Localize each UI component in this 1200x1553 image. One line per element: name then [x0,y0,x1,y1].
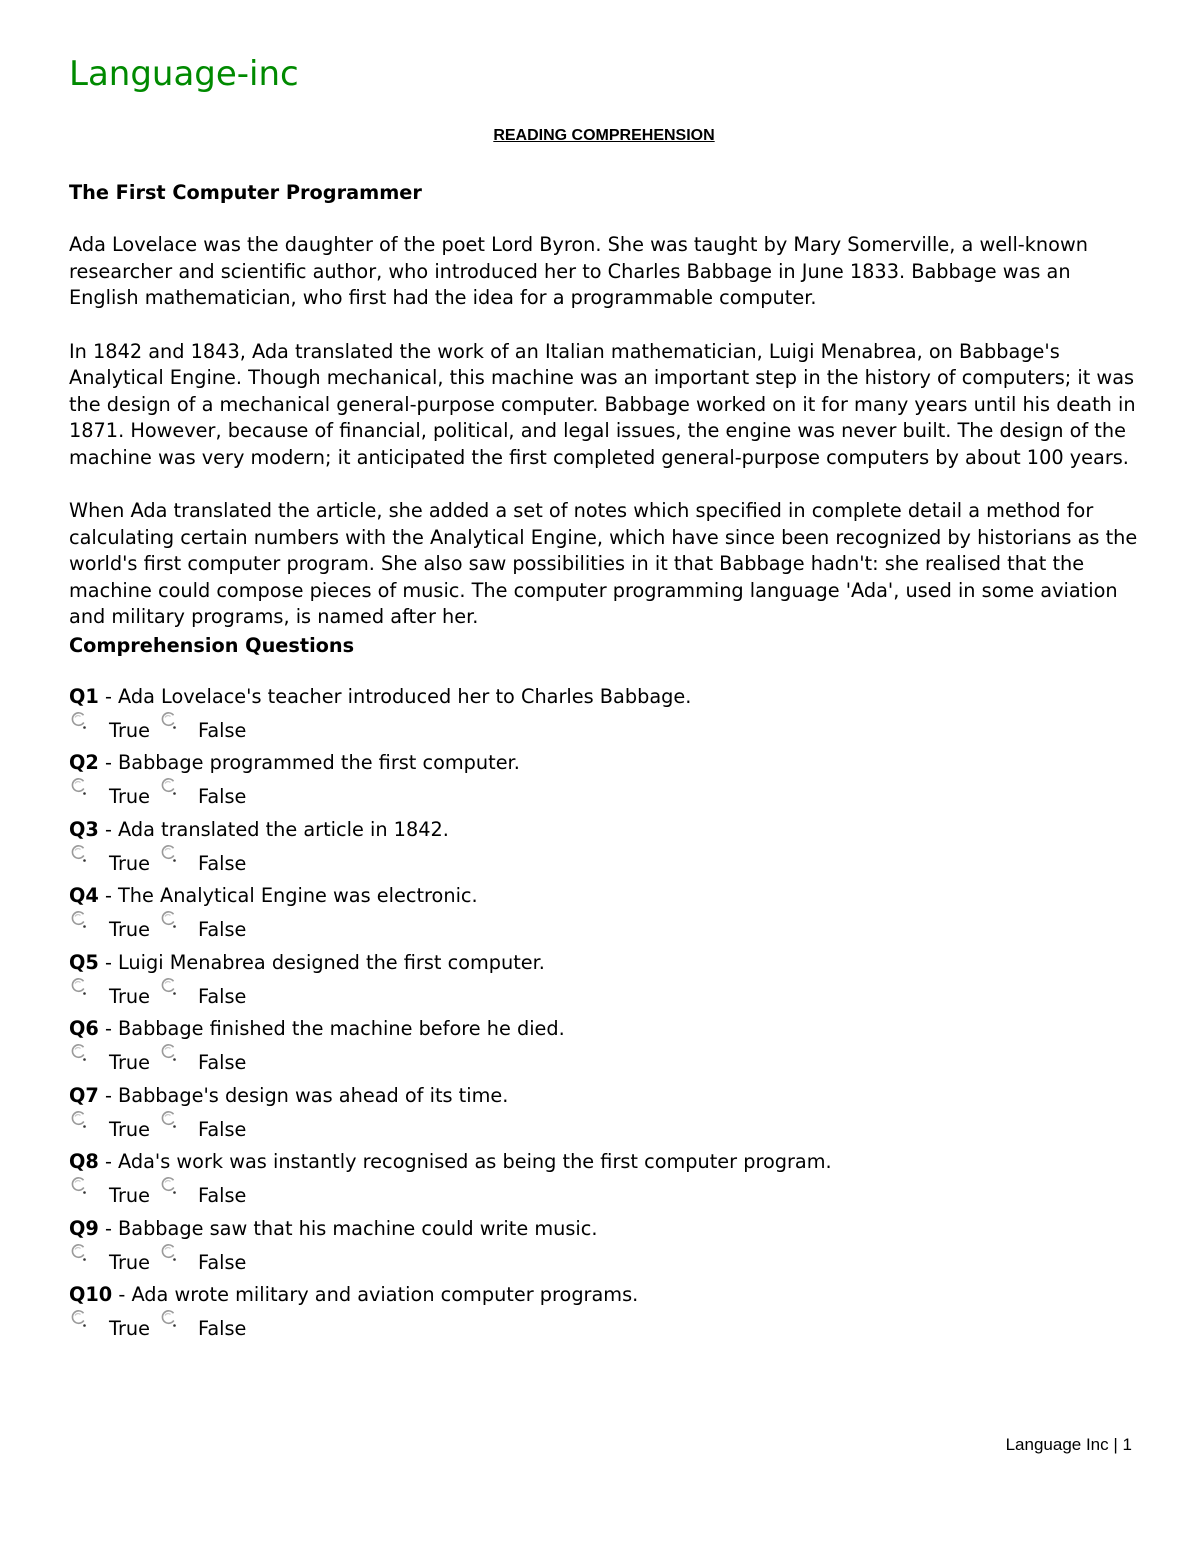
question-statement: - Ada wrote military and aviation computer programs. [112,1283,639,1306]
question-statement: - Ada Lovelace's teacher introduced her to Charles Babbage. [98,684,692,708]
question-text [69,817,449,844]
question-statement: - Babbage programmed the first computer. [98,751,520,774]
question-item [69,1149,1144,1216]
false-radio-button[interactable] [159,1242,179,1264]
true-option-label: True [109,851,150,875]
paragraph-2: In 1842 and 1843, Ada translated the work of an Italian mathematician, Luigi Menabrea, on Babbage's Analytical Engine. Though mechanical, this machine was an important step in the history of computers; it was the design of a mechanical general-purpose computer. Babbage worked on it for many years until his death in 1871. However, because of financial, political, and legal issues, the engine was never built. The design of the machine was very modern; it anticipated the first completed general-purpose computers by about 100 years. [69,339,1136,469]
question-item [69,1216,1144,1283]
false-radio-button[interactable] [159,710,179,732]
question-text [69,1083,508,1110]
true-option-label: True [109,1117,150,1141]
question-text [69,1016,565,1043]
true-option-label: True [109,1184,150,1207]
false-radio-button[interactable] [159,843,179,865]
true-radio-button[interactable] [69,776,89,798]
question-text [69,750,520,777]
question-item [69,883,1144,950]
true-radio-button[interactable] [69,1109,89,1131]
question-text [69,1282,638,1309]
footer-separator: | [1113,1435,1118,1454]
false-radio-button[interactable] [159,1308,179,1330]
page-number: 1 [1122,1435,1132,1454]
question-statement: - Babbage's design was ahead of its time. [98,1083,509,1107]
true-option-label: True [109,1250,150,1274]
question-number: Q8 [69,1150,99,1173]
false-option-label: False [198,1117,247,1141]
true-radio-button[interactable] [69,1308,89,1330]
false-radio-button[interactable] [159,976,179,998]
true-option-label: True [109,718,150,742]
question-statement: - Ada translated the article in 1842. [98,817,449,841]
false-option-label: False [198,1250,247,1274]
footer-label: Language Inc [1005,1435,1109,1454]
true-option-label: True [109,918,150,941]
false-option-label: False [198,785,247,808]
answer-options [69,1109,469,1143]
answer-options [69,1042,469,1076]
question-number: Q9 [69,1216,99,1240]
true-radio-button[interactable] [69,843,89,865]
true-radio-button[interactable] [69,976,89,998]
false-option-label: False [198,1317,247,1340]
false-option-label: False [198,851,247,875]
false-radio-button[interactable] [159,1042,179,1064]
question-number: Q10 [69,1283,113,1306]
question-statement: - Luigi Menabrea designed the first computer. [98,950,545,974]
true-radio-button[interactable] [69,1042,89,1064]
question-text [69,1149,832,1176]
paragraph-3: When Ada translated the article, she added a set of notes which specified in complete detail a method for calculating certain numbers with the Analytical Engine, which have since been recognized by historians as the world's first computer program. She also saw possibilities in it that Babbage hadn't: she realised that the machine could compose pieces of music. The computer programming language 'Ada', used in some aviation and military programs, is named after her. [69,499,1138,628]
story-title: The First Computer Programmer [69,181,422,204]
question-text [69,1216,597,1243]
true-option-label: True [109,785,150,808]
true-radio-button[interactable] [69,1242,89,1264]
question-item [69,750,1144,817]
question-number: Q7 [69,1083,99,1107]
true-option-label: True [109,1051,150,1074]
question-text [69,684,691,711]
false-option-label: False [198,1184,247,1207]
brand-logo-text: Language-inc [69,54,299,94]
answer-options [69,776,469,810]
question-statement: - Babbage saw that his machine could write music. [98,1216,598,1240]
answer-options [69,1242,469,1276]
true-radio-button[interactable] [69,909,89,931]
page-footer [1006,1433,1132,1457]
question-item [69,1016,1144,1083]
question-statement: - Ada's work was instantly recognised as being the first computer program. [98,1150,832,1173]
answer-options [69,843,469,877]
question-item [69,684,1144,751]
question-item [69,1282,1144,1349]
question-text [69,950,545,977]
question-number: Q5 [69,950,99,974]
true-radio-button[interactable] [69,1175,89,1197]
false-radio-button[interactable] [159,776,179,798]
questions-heading: Comprehension Questions [69,633,355,657]
paragraph-1: Ada Lovelace was the daughter of the poet Lord Byron. She was taught by Mary Somerville, a well-known researcher and scientific author, who introduced her to Charles Babbage in June 1833. Babbage was an English mathematician, who first had the idea for a programmable computer. [69,233,1088,309]
answer-options [69,710,469,744]
question-number: Q2 [69,751,99,774]
question-item [69,817,1144,884]
question-statement: - Babbage finished the machine before he died. [98,1017,565,1040]
document-body [69,178,1144,1349]
answer-options [69,909,469,943]
question-number: Q3 [69,817,99,841]
question-text [69,883,478,910]
question-number: Q6 [69,1017,99,1040]
answer-options [69,976,469,1010]
answer-options [69,1175,469,1209]
false-radio-button[interactable] [159,1109,179,1131]
true-option-label: True [109,984,150,1008]
question-number: Q1 [69,684,99,708]
false-option-label: False [198,984,247,1008]
false-option-label: False [198,918,247,941]
true-radio-button[interactable] [69,710,89,732]
false-radio-button[interactable] [159,1175,179,1197]
question-item [69,1083,1144,1150]
false-option-label: False [198,718,247,742]
question-item [69,950,1144,1017]
false-option-label: False [198,1051,247,1074]
answer-options [69,1308,469,1342]
document-title: READING COMPREHENSION [493,127,715,144]
true-option-label: True [109,1317,150,1340]
question-number: Q4 [69,884,99,907]
false-radio-button[interactable] [159,909,179,931]
question-list [69,684,1144,1349]
question-statement: - The Analytical Engine was electronic. [98,884,478,907]
